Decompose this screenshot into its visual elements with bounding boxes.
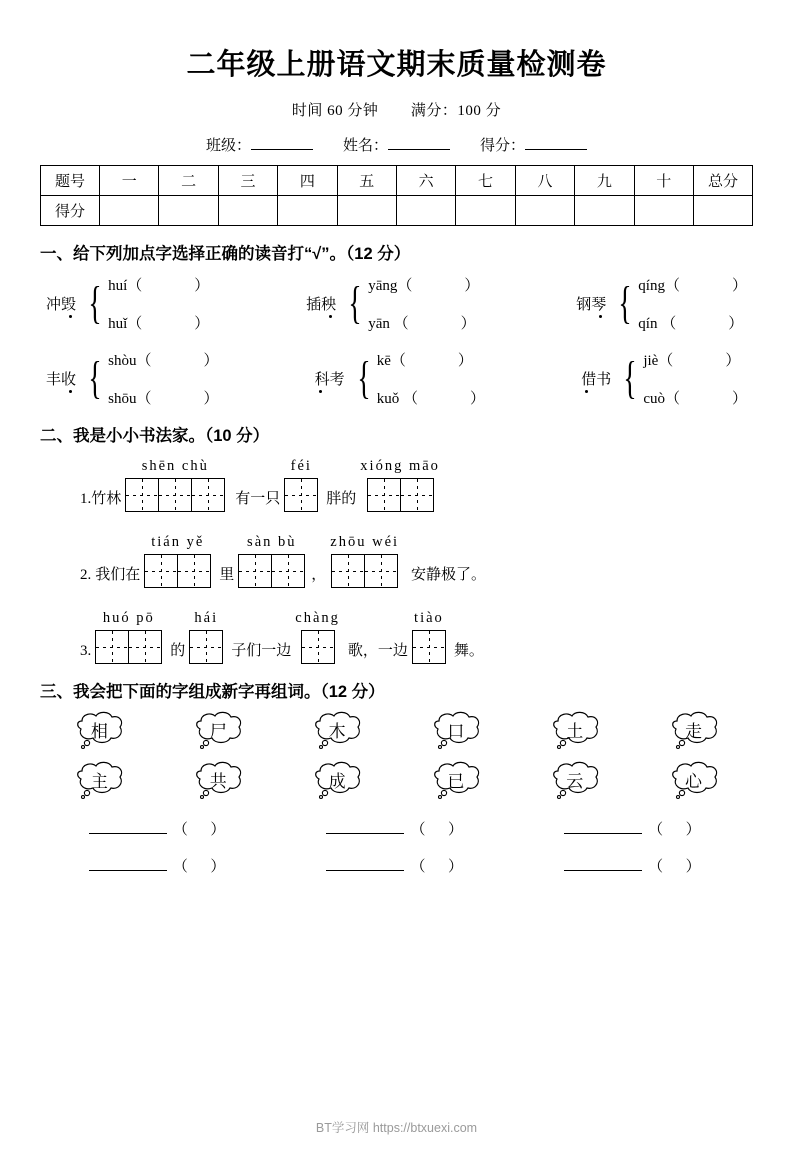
line-index-2: 2. [80,567,92,583]
brace-icon: { [88,277,102,329]
answer-slot-1[interactable]: （ ） [89,818,229,839]
section-2-line-2 [40,534,753,588]
col-6: 六 [396,166,455,196]
cloud-char-10-text: 已 [447,772,465,791]
tianzige-cell[interactable] [331,554,365,588]
col-1: 一 [100,166,159,196]
col-10: 十 [634,166,693,196]
cloud-char-9-text: 成 [328,772,346,791]
line-3-boxes-1[interactable] [95,610,162,664]
q1-item-1 [46,274,209,333]
col-8: 八 [515,166,574,196]
cloud-char-6-text: 走 [685,722,703,741]
q1-word-4-text: 丰收 [46,372,77,388]
q1-word-2-text: 插秧 [306,297,337,313]
cloud-char-7-text: 主 [90,772,108,791]
cloud-char-1 [68,710,130,750]
score-blank[interactable] [525,135,587,150]
cloud-char-5-text: 土 [566,722,584,741]
class-field[interactable] [206,134,313,155]
cloud-char-2 [187,710,249,750]
col-3: 三 [218,166,277,196]
answer-slot-5[interactable]: （ ） [326,855,466,876]
q1-option-6a[interactable]: jiè（ ） [643,353,741,369]
q1-item-4 [46,349,218,408]
name-label: 姓名： [342,138,388,154]
line-2-boxes-2[interactable] [238,534,305,588]
answer-slot-4[interactable]: （ ） [89,855,229,876]
answer-line[interactable] [89,857,167,871]
tianzige-cell[interactable] [301,630,335,664]
answer-row-1 [40,818,753,839]
line-2-boxes-3[interactable] [330,534,399,588]
q1-option-2a[interactable]: yāng（ ） [368,278,480,294]
cloud-char-10 [425,760,487,800]
line-1-boxes-2[interactable] [284,458,318,512]
brace-icon: { [357,352,371,404]
tianzige-cell[interactable] [364,554,398,588]
answer-slot-6[interactable]: （ ） [564,855,704,876]
tianzige-cell[interactable] [238,554,272,588]
q1-option-4a[interactable]: shòu（ ） [108,353,219,369]
cloud-char-7 [68,760,130,800]
score-cell-10[interactable] [634,196,693,226]
table-row-scores [41,196,753,226]
table-row-question-numbers [41,166,753,196]
section-3-heading: 三、我会把下面的字组成新字再组词。（12 分） [40,683,385,701]
line-2-boxes-1[interactable] [144,534,211,588]
section-2-heading: 二、我是小小书法家。（10 分） [40,427,270,445]
exam-meta [40,99,753,120]
score-cell-5[interactable] [337,196,396,226]
brace-icon: { [623,352,637,404]
col-5: 五 [337,166,396,196]
score-label: 得分： [480,138,526,154]
score-cell-1[interactable] [100,196,159,226]
line-2-text-1: 我们在 [95,567,141,583]
q1-word-2 [306,293,341,314]
class-blank[interactable] [251,135,313,150]
tianzige-cell[interactable] [271,554,305,588]
section-3-body [40,710,753,876]
row-label-score: 得分 [41,196,100,226]
q1-word-3 [576,293,611,314]
score-cell-4[interactable] [278,196,337,226]
cloud-char-8-text: 共 [209,772,227,791]
q1-option-1a[interactable]: huí（ ） [108,278,210,294]
cloud-char-4-text: 口 [447,722,465,741]
col-4: 四 [278,166,337,196]
cloud-char-1-text: 相 [90,722,108,741]
line-2-text-4: 安静极了。 [411,567,487,583]
section-2-line-3 [40,610,753,664]
tianzige-cell[interactable] [284,478,318,512]
q1-item-5 [315,349,485,408]
q1-option-6b[interactable]: cuò（ ） [643,391,747,407]
line-3-text-2: 子们一边 [231,643,292,659]
q1-option-4b[interactable]: shōu（ ） [108,391,219,407]
line-3-pinyin-1: huó pō [102,610,155,626]
score-cell-9[interactable] [575,196,634,226]
brace-icon: { [348,277,362,329]
line-1-text-3: 胖的 [326,491,357,507]
brace-icon: { [618,277,632,329]
score-cell-total[interactable] [694,196,753,226]
section-1-heading: 一、给下列加点字选择正确的读音打“√”。（12 分） [40,245,411,263]
answer-line[interactable] [326,857,404,871]
line-2-text-3: ， [311,567,327,583]
q1-word-6-text: 借书 [581,372,612,388]
cloud-char-12-text: 心 [685,772,703,791]
cloud-row-1 [40,710,753,750]
tianzige-cell[interactable] [177,554,211,588]
tianzige-cell[interactable] [144,554,178,588]
tianzige-cell[interactable] [191,478,225,512]
tianzige-cell[interactable] [95,630,129,664]
cloud-char-11 [544,760,606,800]
q1-option-5b[interactable]: kuǒ （ ） [376,391,486,407]
section-2-line-1 [40,458,753,512]
score-cell-2[interactable] [159,196,218,226]
score-field[interactable] [480,134,587,155]
cloud-char-5 [544,710,606,750]
section-2-body [40,458,753,664]
tianzige-cell[interactable] [412,630,446,664]
line-1-boxes-3[interactable] [360,458,440,512]
cloud-char-3-text: 木 [328,722,346,741]
line-1-pinyin-2: féi [290,458,312,474]
q1-word-4 [46,368,81,389]
score-cell-8[interactable] [515,196,574,226]
line-2-pinyin-1: tián yě [151,534,205,550]
col-9: 九 [575,166,634,196]
answer-line[interactable] [326,820,404,834]
exam-time: 时间 60 分钟 [291,103,379,119]
section-1-row-1 [40,274,753,333]
line-index-3: 3. [80,643,92,659]
q1-option-3a[interactable]: qíng（ ） [638,278,747,294]
cloud-char-3 [306,710,368,750]
answer-slot-2[interactable]: （ ） [326,818,466,839]
tianzige-cell[interactable] [189,630,223,664]
tianzige-cell[interactable] [400,478,434,512]
answer-row-2 [40,855,753,876]
section-1-row-2 [40,349,753,408]
section-3-answers [40,818,753,876]
q1-item-6 [581,349,747,408]
score-table [40,165,753,226]
score-cell-3[interactable] [218,196,277,226]
name-field[interactable] [343,134,450,155]
row-label-question: 题号 [41,166,100,196]
cloud-char-8 [187,760,249,800]
name-blank[interactable] [388,135,450,150]
line-3-pinyin-3: chàng [295,610,340,626]
line-3-boxes-2[interactable] [189,610,223,664]
score-cell-6[interactable] [396,196,455,226]
student-info-line [40,134,753,155]
exam-page [0,42,793,1164]
q1-word-1-text: 冲毁 [46,297,77,313]
line-2-pinyin-2: sàn bù [247,534,297,550]
page-title: 二年级上册语文期末质量检测卷 [186,49,607,81]
q1-word-3-text: 钢琴 [576,297,607,313]
cloud-char-2-text: 尸 [209,722,227,741]
col-2: 二 [159,166,218,196]
line-2-text-2: 里 [219,567,235,583]
answer-slot-3[interactable]: （ ） [564,818,704,839]
col-7: 七 [456,166,515,196]
answer-line[interactable] [89,820,167,834]
class-label: 班级： [205,138,251,154]
score-cell-7[interactable] [456,196,515,226]
q1-word-5-text: 科考 [314,372,345,388]
q1-word-6 [581,368,616,389]
line-1-pinyin-3: xióng māo [360,458,440,474]
line-3-pinyin-4: tiào [414,610,444,626]
line-3-text-3: 歌，一边 [347,643,408,659]
brace-icon: { [88,352,102,404]
footer-watermark: BT学习网 https://btxuexi.com [315,1121,478,1135]
line-3-text-4: 舞。 [453,643,484,659]
cloud-char-4 [425,710,487,750]
line-3-boxes-3[interactable] [295,610,340,664]
tianzige-cell[interactable] [125,478,159,512]
cloud-char-9 [306,760,368,800]
line-1-text-2: 有一只 [235,491,281,507]
tianzige-cell[interactable] [367,478,401,512]
line-2-pinyin-3: zhōu wéi [330,534,400,550]
q1-item-3 [576,274,747,333]
answer-line[interactable] [564,820,642,834]
cloud-char-11-text: 云 [566,772,584,791]
tianzige-cell[interactable] [128,630,162,664]
line-1-boxes-1[interactable] [125,458,225,512]
line-1-text-1: 竹林 [91,491,122,507]
cloud-char-12 [663,760,725,800]
q1-option-1b[interactable]: huǐ（ ） [108,316,210,332]
q1-item-2 [306,274,479,333]
cloud-row-2 [40,760,753,800]
cloud-char-6 [663,710,725,750]
line-index-1: 1. [80,491,92,507]
line-1-pinyin-1: shēn chù [141,458,209,474]
exam-full-score: 满分：100 分 [410,103,502,119]
answer-line[interactable] [564,857,642,871]
line-3-pinyin-2: hái [194,610,219,626]
line-3-boxes-4[interactable] [412,610,446,664]
q1-option-3b[interactable]: qín （ ） [638,316,744,332]
section-1-body [40,274,753,408]
line-3-text-1: 的 [170,643,186,659]
q1-word-5 [315,368,350,389]
col-total: 总分 [694,166,753,196]
tianzige-cell[interactable] [158,478,192,512]
q1-word-1 [46,293,81,314]
q1-option-2b[interactable]: yān （ ） [368,316,476,332]
q1-option-5a[interactable]: kē（ ） [376,353,473,369]
